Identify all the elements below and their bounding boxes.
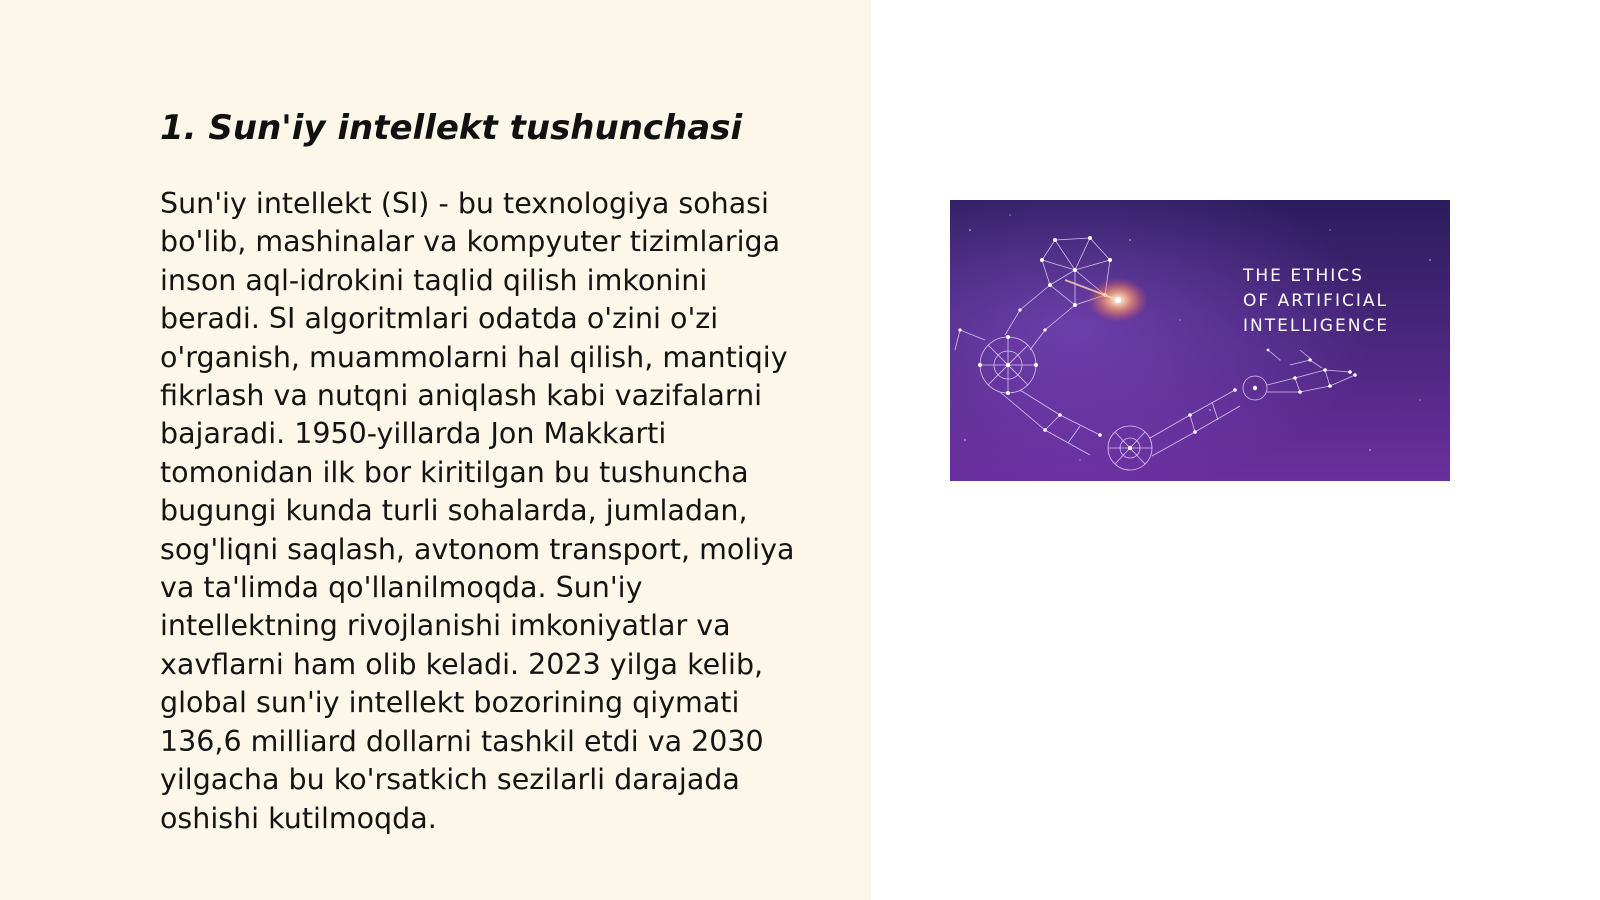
body-line: xavflarni ham olib keladi. 2023 yilga kelib,: [160, 647, 764, 681]
body-line: global sun'iy intellekt bozorining qiymati: [160, 686, 740, 720]
body-line: intellektning rivojlanishi imkoniyatlar va: [160, 609, 731, 643]
body-line: inson aql-idrokini taqlid qilish imkonini: [160, 263, 708, 297]
body-line: 136,6 milliard dollarni tashkil etdi va 2030: [160, 724, 764, 758]
body-line: bugungi kunda turli sohalarda, jumladan,: [160, 494, 748, 528]
body-paragraph: [160, 185, 836, 838]
robot-arm-network-icon: [950, 200, 1450, 481]
caption-line: INTELLIGENCE: [1243, 316, 1390, 336]
caption-line: OF ARTIFICIAL: [1243, 291, 1388, 311]
body-line: bo'lib, mashinalar va kompyuter tizimlariga: [160, 225, 781, 259]
body-line: yilgacha bu ko'rsatkich sezilarli darajada: [160, 763, 740, 797]
body-line: bajaradi. 1950-yillarda Jon Makkarti: [160, 417, 667, 451]
body-line: va ta'limda qo'llanilmoqda. Sun'iy: [160, 571, 643, 605]
body-line: oshishi kutilmoqda.: [160, 801, 437, 835]
body-line: fikrlash va nutqni aniqlash kabi vazifalarni: [160, 379, 763, 413]
body-line: tomonidan ilk bor kiritilgan bu tushuncha: [160, 455, 749, 489]
slide-title: 1. Sun'iy intellekt tushunchasi: [160, 108, 743, 148]
body-line: Sun'iy intellekt (SI) - bu texnologiya sohasi: [160, 187, 769, 220]
ai-ethics-image: [950, 200, 1450, 481]
caption-line: THE ETHICS: [1243, 266, 1364, 286]
body-line: o'rganish, muammolarni hal qilish, mantiqiy: [160, 340, 788, 374]
body-line: beradi. SI algoritmlari odatda o'zini o'zi: [160, 302, 719, 336]
body-line: sog'liqni saqlash, avtonom transport, moliya: [160, 532, 795, 566]
